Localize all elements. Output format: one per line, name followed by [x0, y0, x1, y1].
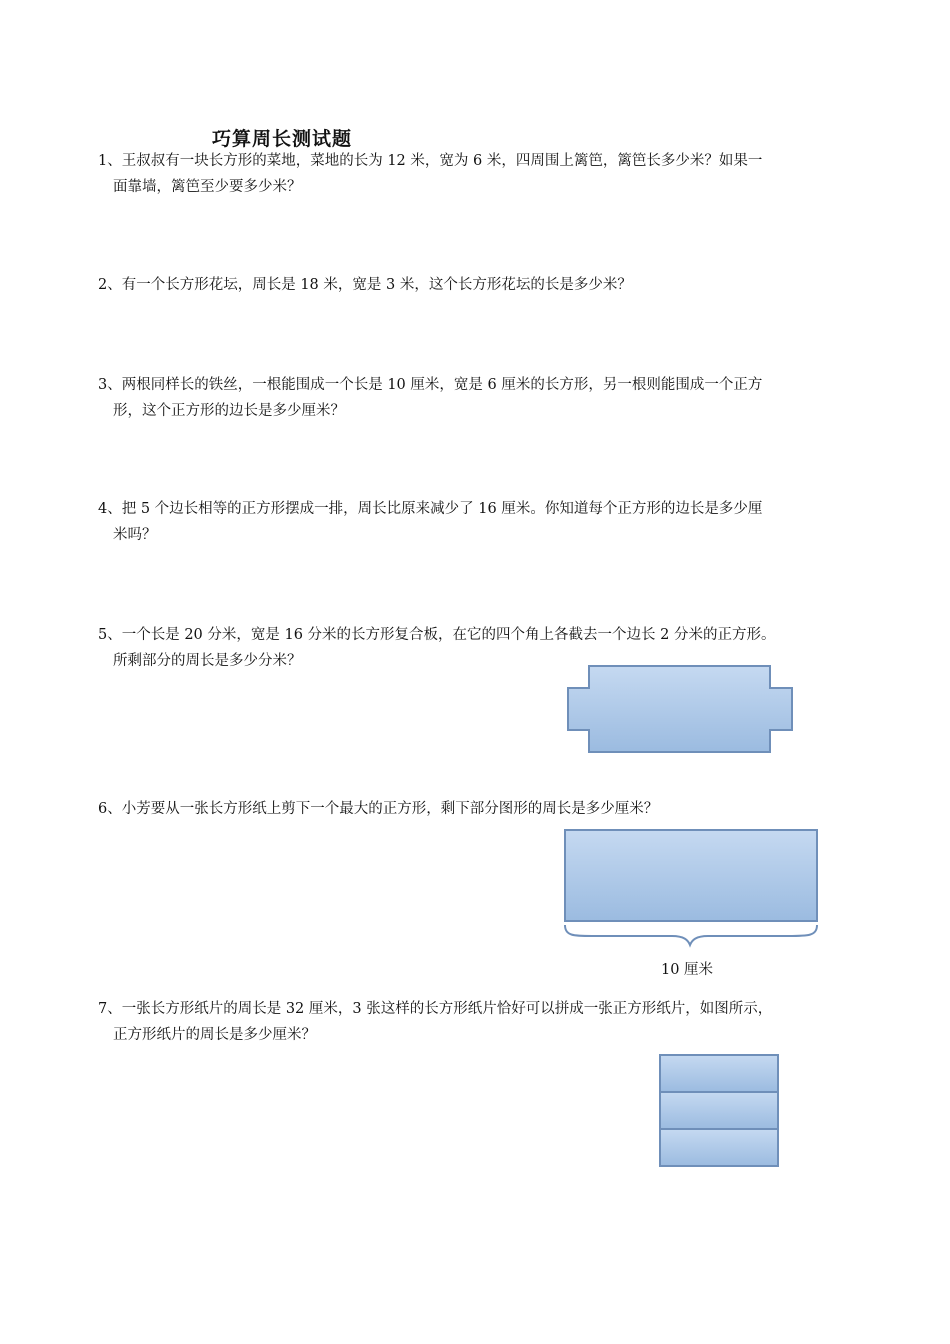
stacked-rectangle-top — [660, 1055, 778, 1092]
question-7 — [98, 996, 858, 1048]
question-4-line-1: 4、把 5 个边长相等的正方形摆成一排，周长比原来减少了 16 厘米。你知道每个正方形的边长是多少厘 — [98, 501, 763, 517]
question-6 — [98, 796, 858, 822]
question-7-line-2: 正方形纸片的周长是多少厘米？ — [113, 1027, 316, 1043]
question-7-line-1: 7、一张长方形纸片的周长是 32 厘米，3 张这样的长方形纸片恰好可以拼成一张正方形纸片，如图所示， — [98, 1001, 773, 1017]
question-3 — [98, 372, 858, 424]
stacked-rectangle-middle — [660, 1092, 778, 1129]
question-5-line-1: 5、一个长是 20 分米，宽是 16 分米的长方形复合板，在它的四个角上各截去一个边长 2 分米的正方形。 — [98, 627, 776, 643]
question-1-line-1: 1、王叔叔有一块长方形的菜地，菜地的长为 12 米，宽为 6 米，四周围上篱笆，篱笆长多少米？如果一 — [98, 153, 763, 169]
question-3-line-2: 形，这个正方形的边长是多少厘米？ — [113, 403, 345, 419]
question-1-line-2: 面靠墙，篱笆至少要多少米？ — [113, 179, 302, 195]
question-6-line-1: 6、小芳要从一张长方形纸上剪下一个最大的正方形，剩下部分图形的周长是多少厘米？ — [98, 801, 659, 817]
page-title: 巧算周长测试题 — [212, 128, 353, 150]
cut-corner-board-figure — [566, 664, 794, 754]
stacked-rectangles-figure — [658, 1053, 782, 1169]
question-1 — [98, 148, 858, 200]
question-3-line-1: 3、两根同样长的铁丝，一根能围成一个长是 10 厘米，宽是 6 厘米的长方形，另一根则能围成一个正方 — [98, 377, 763, 393]
brace-icon — [565, 925, 817, 945]
question-2-line-1: 2、有一个长方形花坛，周长是 18 米，宽是 3 米，这个长方形花坛的长是多少米？ — [98, 277, 632, 293]
stacked-rectangle-bottom — [660, 1129, 778, 1166]
question-2 — [98, 272, 858, 298]
paper-rectangle-shape — [565, 830, 817, 921]
question-4-line-2: 米吗？ — [113, 527, 157, 543]
cut-corner-board-shape — [568, 666, 792, 752]
question-4 — [98, 496, 858, 548]
paper-rectangle-figure — [562, 828, 822, 978]
width-label: 10 厘米 — [661, 962, 714, 978]
question-5-line-2: 所剩部分的周长是多少分米？ — [113, 653, 302, 669]
